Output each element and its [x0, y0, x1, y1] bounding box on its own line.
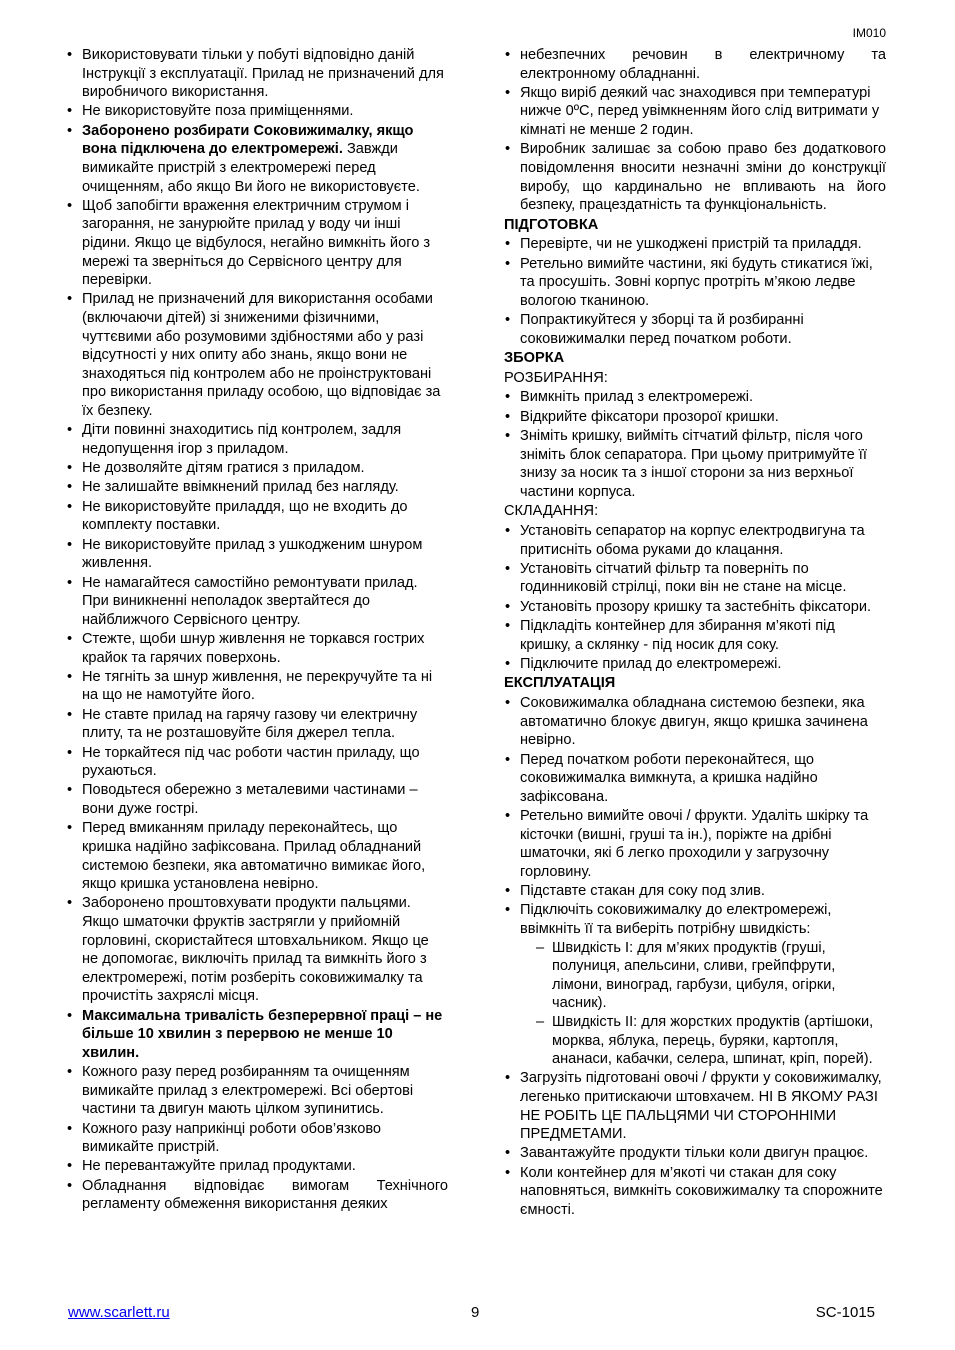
list-item: • Перевірте, чи не ушкоджені пристрій та приладдя. — [504, 235, 886, 254]
model-code: IM010 — [852, 26, 886, 40]
list-item-text: Не намагайтеся самостійно ремонтувати прилад. При виникненні неполадок звертайтеся до найближчого Сервісного центру. — [82, 574, 418, 628]
list-item — [66, 102, 448, 121]
list-item — [66, 574, 448, 630]
list-item: • Перед початком роботи переконайтеся, що соковижималка вимкнута, а кришка надійно зафіксована. — [504, 751, 886, 807]
list-item — [66, 668, 448, 705]
operation-list — [504, 694, 886, 1219]
list-item-text: Обладнання відповідає вимогам Технічного регламенту обмеження використання деяких — [82, 1177, 448, 1213]
list-item — [66, 478, 448, 497]
assembly-label: СКЛАДАННЯ: — [504, 503, 599, 520]
list-item: • Вимкніть прилад з електромережі. — [504, 388, 886, 407]
list-item-text: Не дозволяйте дітям гратися з приладом. — [82, 460, 365, 477]
operation-heading: ЕКСПЛУАТАЦІЯ — [504, 675, 616, 692]
list-item: • Установіть сепаратор на корпус електродвигуна та притисніть обома руками до клацання. — [504, 522, 886, 559]
list-item-text: Якщо виріб деякий час знаходився при температурі нижче 0ºC, перед увімкненням його слід витримати у кімнаті не менше 2 годин. — [520, 84, 880, 139]
list-item-text: Прилад не призначений для використання особами (включаючи дітей) зі зниженими фізичними, чуттєвими або розумовими здібностями або у разі відсутності у них опиту або знань, якщо вони не знаходяться під контролем або не проінструктовані про використання приладу особою, що відповідає за їх безпеку. — [82, 291, 441, 420]
list-item: • Завантажуйте продукти тільки коли двигун працює. — [504, 1144, 886, 1163]
list-item — [504, 140, 886, 214]
list-item — [66, 1177, 448, 1214]
list-item — [66, 894, 448, 1006]
list-item: • Коли контейнер для м’якоті чи стакан для соку наповняться, вимкніть соковижималку та спорожните ємності. — [504, 1164, 886, 1220]
speed-list — [520, 939, 886, 1069]
list-item-text: Не використовуйте приладдя, що не входить до комплекту поставки. — [82, 498, 408, 534]
list-item: • Підставте стакан для соку под злив. — [504, 882, 886, 901]
list-item-text: Не використовуйте поза приміщеннями. — [82, 103, 354, 120]
list-item — [66, 122, 448, 196]
list-item — [66, 744, 448, 781]
list-item — [66, 630, 448, 667]
page-number: 9 — [471, 1304, 480, 1321]
speed-item: – Швидкість I: для м’яких продуктів (груші, полуниця, апельсини, сливи, грейпфрути, лімони, виноград, гарбузи, цибуля, огірки, часник). — [520, 939, 886, 1013]
list-item-text: Стежте, щоби шнур живлення не торкався гострих крайок та гарячих поверхонь. — [82, 630, 425, 666]
list-item: • Установіть сітчатий фільтр та поверніть по годинниковій стрілці, поки він не стане на місце. — [504, 560, 886, 597]
right-column — [504, 46, 886, 1220]
list-item: • Установіть прозору кришку та застебніть фіксатори. — [504, 598, 886, 617]
list-item: • Підкладіть контейнер для збирання м’якоті під кришку, а склянку - під носик для соку. — [504, 617, 886, 654]
list-item — [66, 781, 448, 818]
safety-instructions-list — [66, 46, 448, 1214]
list-item-text: Виробник залишає за собою право без додаткового повідомлення вносити незначні зміни до конструкції виробу, що кардинально не впливають на його безпеку, працездатність та функціональність. — [520, 141, 886, 214]
list-item — [504, 84, 886, 140]
assembly-heading: ЗБОРКА — [504, 350, 565, 367]
list-item-text: Використовувати тільки у побуті відповідно даній Інструкції з експлуатації. Прилад не призначений для виробничого використання. — [82, 47, 444, 101]
list-item — [66, 1007, 448, 1063]
footer-model: SC-1015 — [815, 1304, 875, 1321]
list-item-text: Поводьтеся обережно з металевими частинами – вони дуже гострі. — [82, 782, 418, 818]
list-item-text: Не ставте прилад на гарячу газову чи електричну плиту, та не розташовуйте біля джерел тепла. — [82, 706, 418, 742]
list-item-text: Не перевантажуйте прилад продуктами. — [82, 1158, 356, 1175]
list-item-text: Не тягніть за шнур живлення, не перекручуйте та ні на що не намотуйте його. — [82, 668, 433, 704]
list-item: • Зніміть кришку, вийміть сітчатий фільтр, після чого зніміть блок сепаратора. При цьому притримуйте її знизу за носик та з іншої сторони за низ верхньої частини корпуса. — [504, 427, 886, 501]
list-item-text: Не використовуйте прилад з ушкодженим шнуром живлення. — [82, 536, 423, 572]
list-item — [66, 290, 448, 420]
list-item — [66, 1063, 448, 1119]
list-item: • Підключіть соковижималку до електромережі, ввімкніть її та виберіть потрібну швидкість: – Швидкість I: для м’яких продуктів (груші, полуниця, апельсини, сливи, грейпфрути, лімони, виноград, гарбузи, цибуля, огірки, часник). – Швидкість II: для жорстких продуктів (артішоки, морква, яблука, перець, буряки, картопля, ананаси, кабачки, селера, шпинат, кріп, порей). — [504, 901, 886, 1068]
list-item — [66, 706, 448, 743]
website-link[interactable]: www.scarlett.ru — [68, 1304, 170, 1321]
list-item-text: Не торкайтеся під час роботи частин приладу, що рухаються. — [82, 744, 420, 780]
list-item — [66, 819, 448, 893]
list-item-text: Кожного разу перед розбиранням та очищенням вимикайте прилад з електромережі. Всі обертові частини та двигун мають цілком зупинитись. — [82, 1064, 414, 1118]
list-item — [66, 197, 448, 290]
list-item-text: Кожного разу наприкінці роботи обов’язково вимикайте пристрій. — [82, 1120, 382, 1156]
disassembly-label: РОЗБИРАННЯ: — [504, 369, 608, 386]
disassembly-list — [504, 388, 886, 501]
assembly-list — [504, 522, 886, 674]
list-item-text: Перед вмиканням приладу переконайтесь, що кришка надійно зафіксована. Прилад обладнаний системою безпеки, яка автоматично вимикає його, якщо кришка установлена невірно. — [82, 820, 426, 893]
list-item: • Загрузіть підготовані овочі / фрукти у соковижималку, легенько притискаючи штовхачем. НІ В ЯКОМУ РАЗІ НЕ РОБІТЬ ЦЕ ПАЛЬЦЯМИ ЧИ СТОРОННІМИ ПРЕДМЕТАМИ. — [504, 1069, 886, 1143]
list-item: • Відкрийте фіксатори прозорої кришки. — [504, 408, 886, 427]
bold-warning: Максимальна тривалість безперервної праці – не більше 10 хвилин з перервою не менше 10 хвилин. — [82, 1007, 443, 1061]
preparation-list — [504, 235, 886, 348]
list-item-text: небезпечних речовин в електричному та електронному обладнанні. — [520, 47, 886, 82]
list-item: • Ретельно вимийте частини, які будуть стикатися їжі, та просушіть. Зовні корпус протріть м’якою ледве вологою тканиною. — [504, 255, 886, 311]
list-item — [66, 498, 448, 535]
left-column — [66, 46, 448, 1215]
preparation-heading: ПІДГОТОВКА — [504, 216, 599, 233]
list-item — [66, 536, 448, 573]
list-item-text: Завжди вимикайте пристрій з електромережі перед очищенням, або якщо Ви його не використовуєте. — [82, 141, 420, 195]
list-item — [66, 1120, 448, 1157]
speed-item: – Швидкість II: для жорстких продуктів (артішоки, морква, яблука, перець, буряки, картопля, ананаси, кабачки, селера, шпинат, кріп, порей). — [520, 1013, 886, 1069]
list-item-text: Заборонено проштовхувати продукти пальцями. Якщо шматочки фруктів застрягли у прийомній горловині, скористайтеся штовхальником. Якщо це не допомогає, виключіть прилад та вимкніть його з електромережі, потім розберіть соковижималку та прочистіть захряслі місця. — [82, 895, 429, 1005]
list-item — [66, 46, 448, 102]
list-item — [504, 46, 886, 83]
list-item: • Ретельно вимийте овочі / фрукти. Удаліть шкірку та кісточки (вишні, груші та ін.), поріжте на дрібні шматочки, які б легко проходили у загрузочну горловину. — [504, 807, 886, 881]
list-item-text: Щоб запобігти враження електричним струмом і загорання, не занурюйте прилад у воду чи інші рідини. Якщо це відбулося, негайно вимкніть його з мережі та зверніться до Сервісного центру для перевірки. — [82, 197, 431, 289]
list-item: • Підключите прилад до електромережі. — [504, 655, 886, 674]
list-item-text: Діти повинні знаходитись під контролем, задля недопущення ігор з приладом. — [82, 422, 402, 457]
safety-instructions-continued-list — [504, 46, 886, 215]
list-item — [66, 1157, 448, 1176]
list-item — [66, 459, 448, 478]
list-item: • Соковижималка обладнана системою безпеки, яка автоматично блокує двигун, якщо кришка зачинена невірно. — [504, 694, 886, 750]
list-item — [66, 421, 448, 458]
bold-warning: Заборонено розбирати Соковижималку, якщо вона підключена до електромережі. — [82, 122, 414, 158]
list-item: • Попрактикуйтеся у зборці та й розбиранні соковижималки перед початком роботи. — [504, 311, 886, 348]
list-item-text: Не залишайте ввімкнений прилад без нагляду. — [82, 479, 399, 496]
